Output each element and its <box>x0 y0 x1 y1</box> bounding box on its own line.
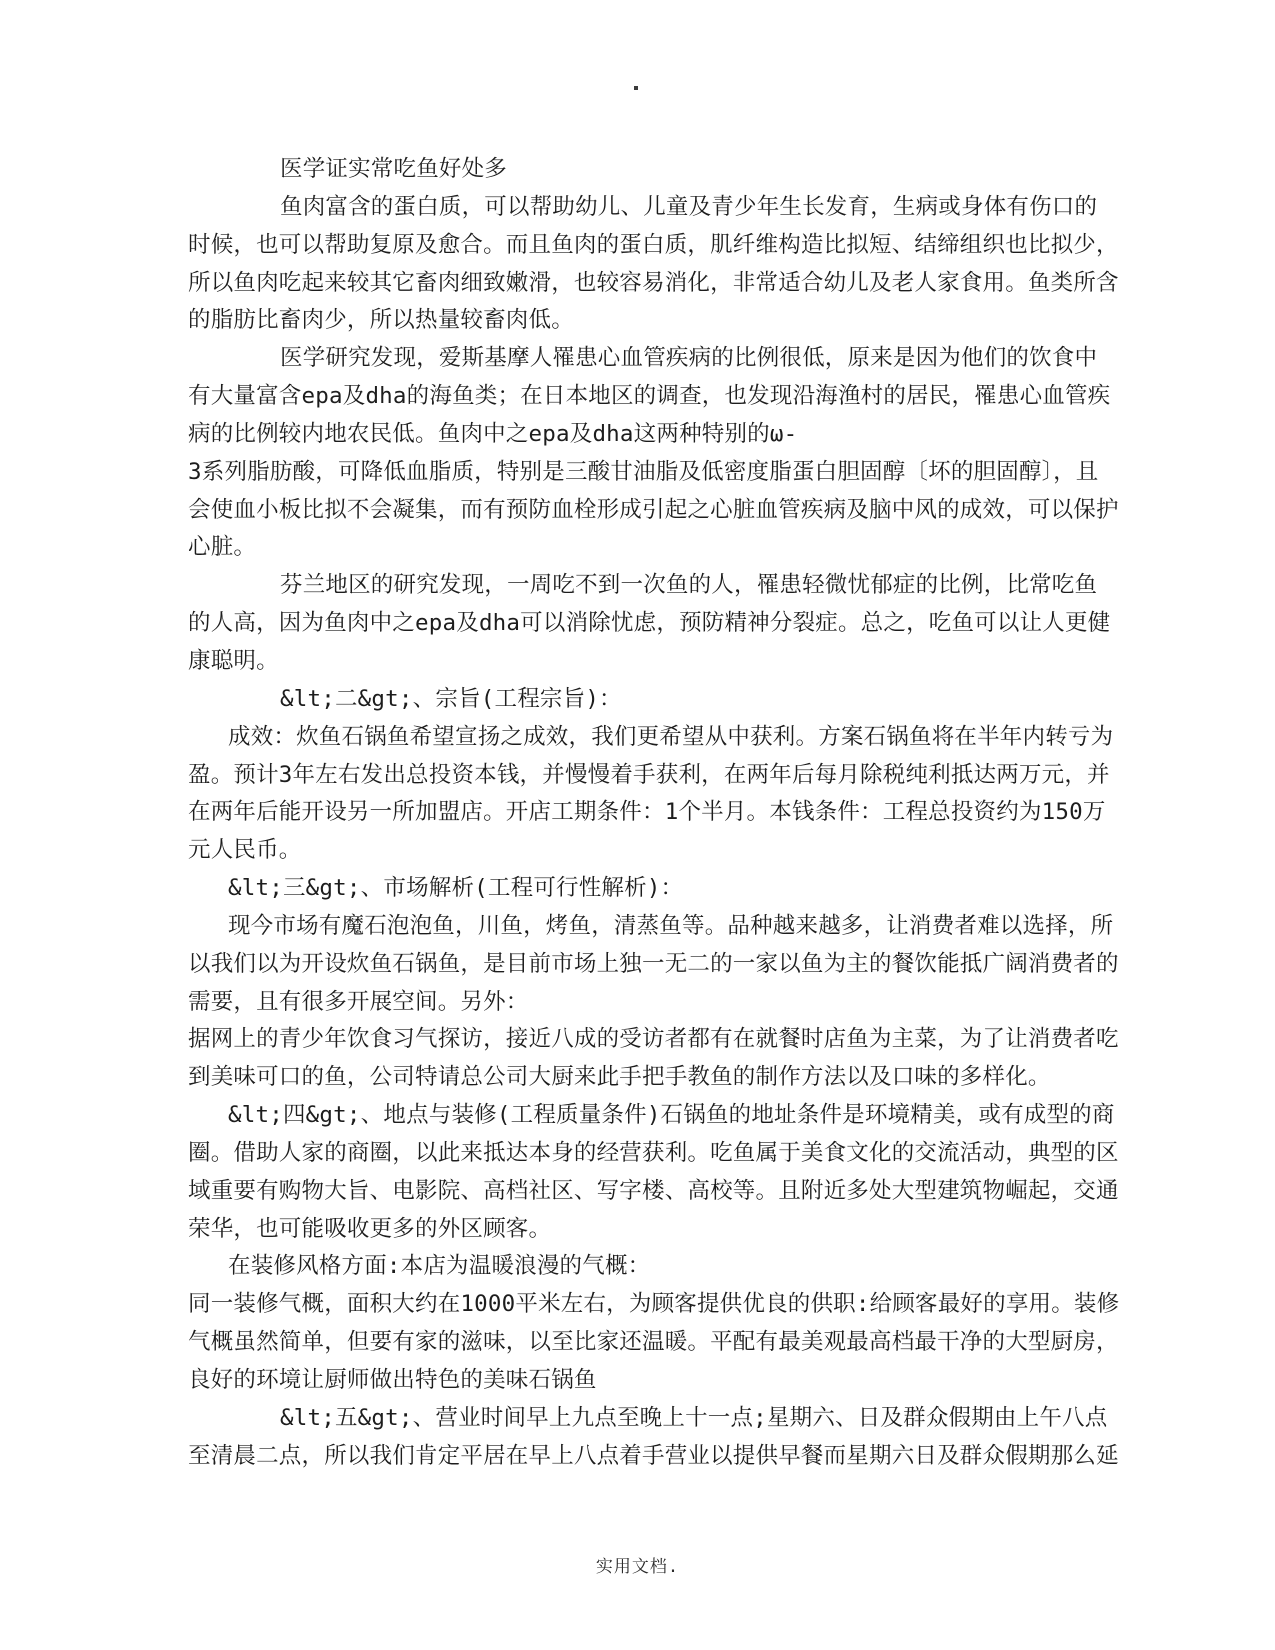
page-footer-label: 实用文档. <box>595 1557 680 1577</box>
text-line: 荣华，也可能吸收更多的外区顾客。 <box>188 1215 552 1242</box>
text-line: 有大量富含epa及dha的海鱼类；在日本地区的调查，也发现沿海渔村的居民，罹患心血管疾 <box>188 383 1111 410</box>
text-line: 医学证实常吃鱼好处多 <box>280 156 508 182</box>
text-line: 现今市场有魔石泡泡鱼，川鱼，烤鱼，清蒸鱼等。品种越来越多，让消费者难以选择，所 <box>228 912 1114 939</box>
text-line: 所以鱼肉吃起来较其它畜肉细致嫩滑，也较容易消化，非常适合幼儿及老人家食用。鱼类所含 <box>188 269 1119 296</box>
text-line: 在两年后能开设另一所加盟店。开店工期条件：1个半月。本钱条件：工程总投资约为150万 <box>188 799 1106 826</box>
text-line: 心脏。 <box>188 534 257 561</box>
text-line: 盈。预计3年左右发出总投资本钱，并慢慢着手获利，在两年后每月除税纯利抵达两万元，并 <box>188 761 1110 788</box>
text-line: 芬兰地区的研究发现，一周吃不到一次鱼的人，罹患轻微忧郁症的比例，比常吃鱼 <box>280 572 1098 599</box>
text-line: 医学研究发现，爱斯基摩人罹患心血管疾病的比例很低，原来是因为他们的饮食中 <box>280 345 1098 372</box>
text-line: 会使血小板比拟不会凝集，而有预防血栓形成引起之心脏血管疾病及脑中风的成效，可以保护 <box>188 496 1119 523</box>
text-line: 鱼肉富含的蛋白质，可以帮助幼儿、儿童及青少年生长发育，生病或身体有伤口的 <box>280 193 1098 220</box>
text-line: 需要，且有很多开展空间。另外： <box>188 988 529 1015</box>
text-line: 的脂肪比畜肉少，所以热量较畜肉低。 <box>188 307 574 334</box>
text-line: 良好的环境让厨师做出特色的美味石锅鱼 <box>188 1367 597 1393</box>
text-line: 据网上的青少年饮食习气探访，接近八成的受访者都有在就餐时店鱼为主菜，为了让消费者吃 <box>188 1026 1119 1053</box>
text-line: 圈。借助人家的商圈，以此来抵达本身的经营获利。吃鱼属于美食文化的交流活动，典型的区 <box>188 1139 1119 1166</box>
text-line: 的人高，因为鱼肉中之epa及dha可以消除忧虑，预防精神分裂症。总之，吃鱼可以让人更健 <box>188 610 1111 637</box>
text-line: 到美味可口的鱼，公司特请总公司大厨来此手把手教鱼的制作方法以及口味的多样化。 <box>188 1064 1051 1091</box>
text-line: 以我们以为开设炊鱼石锅鱼，是目前市场上独一无二的一家以鱼为主的餐饮能抵广阔消费者的 <box>188 950 1119 977</box>
text-line: 成效：炊鱼石锅鱼希望宣扬之成效，我们更希望从中获利。方案石锅鱼将在半年内转亏为 <box>228 723 1114 750</box>
document-body <box>188 151 1120 1476</box>
text-line: 同一装修气概，面积大约在1000平米左右，为顾客提供优良的供职:给顾客最好的享用。装修 <box>188 1291 1120 1318</box>
stray-period-mark <box>634 86 638 90</box>
text-line: &lt;五&gt;、营业时间早上九点至晚上十一点;星期六、日及群众假期由上午八点 <box>280 1404 1108 1431</box>
text-line: 病的比例较内地农民低。鱼肉中之epa及dha这两种特别的ω- <box>188 420 798 447</box>
document-lines <box>188 151 1120 1476</box>
text-line: 至清晨二点，所以我们肯定平居在早上八点着手营业以提供早餐而星期六日及群众假期那么延 <box>188 1442 1119 1469</box>
text-line: 3系列脂肪酸，可降低血脂质，特别是三酸甘油脂及低密度脂蛋白胆固醇〔坏的胆固醇〕，且 <box>188 458 1099 485</box>
text-line: &lt;二&gt;、宗旨(工程宗旨)： <box>280 685 622 712</box>
text-line: 元人民币。 <box>188 837 302 864</box>
text-line: 气概虽然简单，但要有家的滋味，以至比家还温暖。平配有最美观最高档最干净的大型厨房， <box>188 1329 1119 1356</box>
text-line: &lt;三&gt;、市场解析(工程可行性解析)： <box>228 875 684 902</box>
text-line: 时候，也可以帮助复原及愈合。而且鱼肉的蛋白质，肌纤维构造比拟短、结缔组织也比拟少， <box>188 231 1119 258</box>
text-line: 康聪明。 <box>188 647 279 674</box>
text-line: &lt;四&gt;、地点与装修(工程质量条件)石锅鱼的地址条件是环境精美，或有成型的商 <box>228 1102 1115 1129</box>
text-line: 域重要有购物大旨、电影院、高档社区、写字楼、高校等。且附近多处大型建筑物崛起，交通 <box>188 1177 1119 1204</box>
text-line: 在装修风格方面:本店为温暖浪漫的气概： <box>228 1253 651 1280</box>
